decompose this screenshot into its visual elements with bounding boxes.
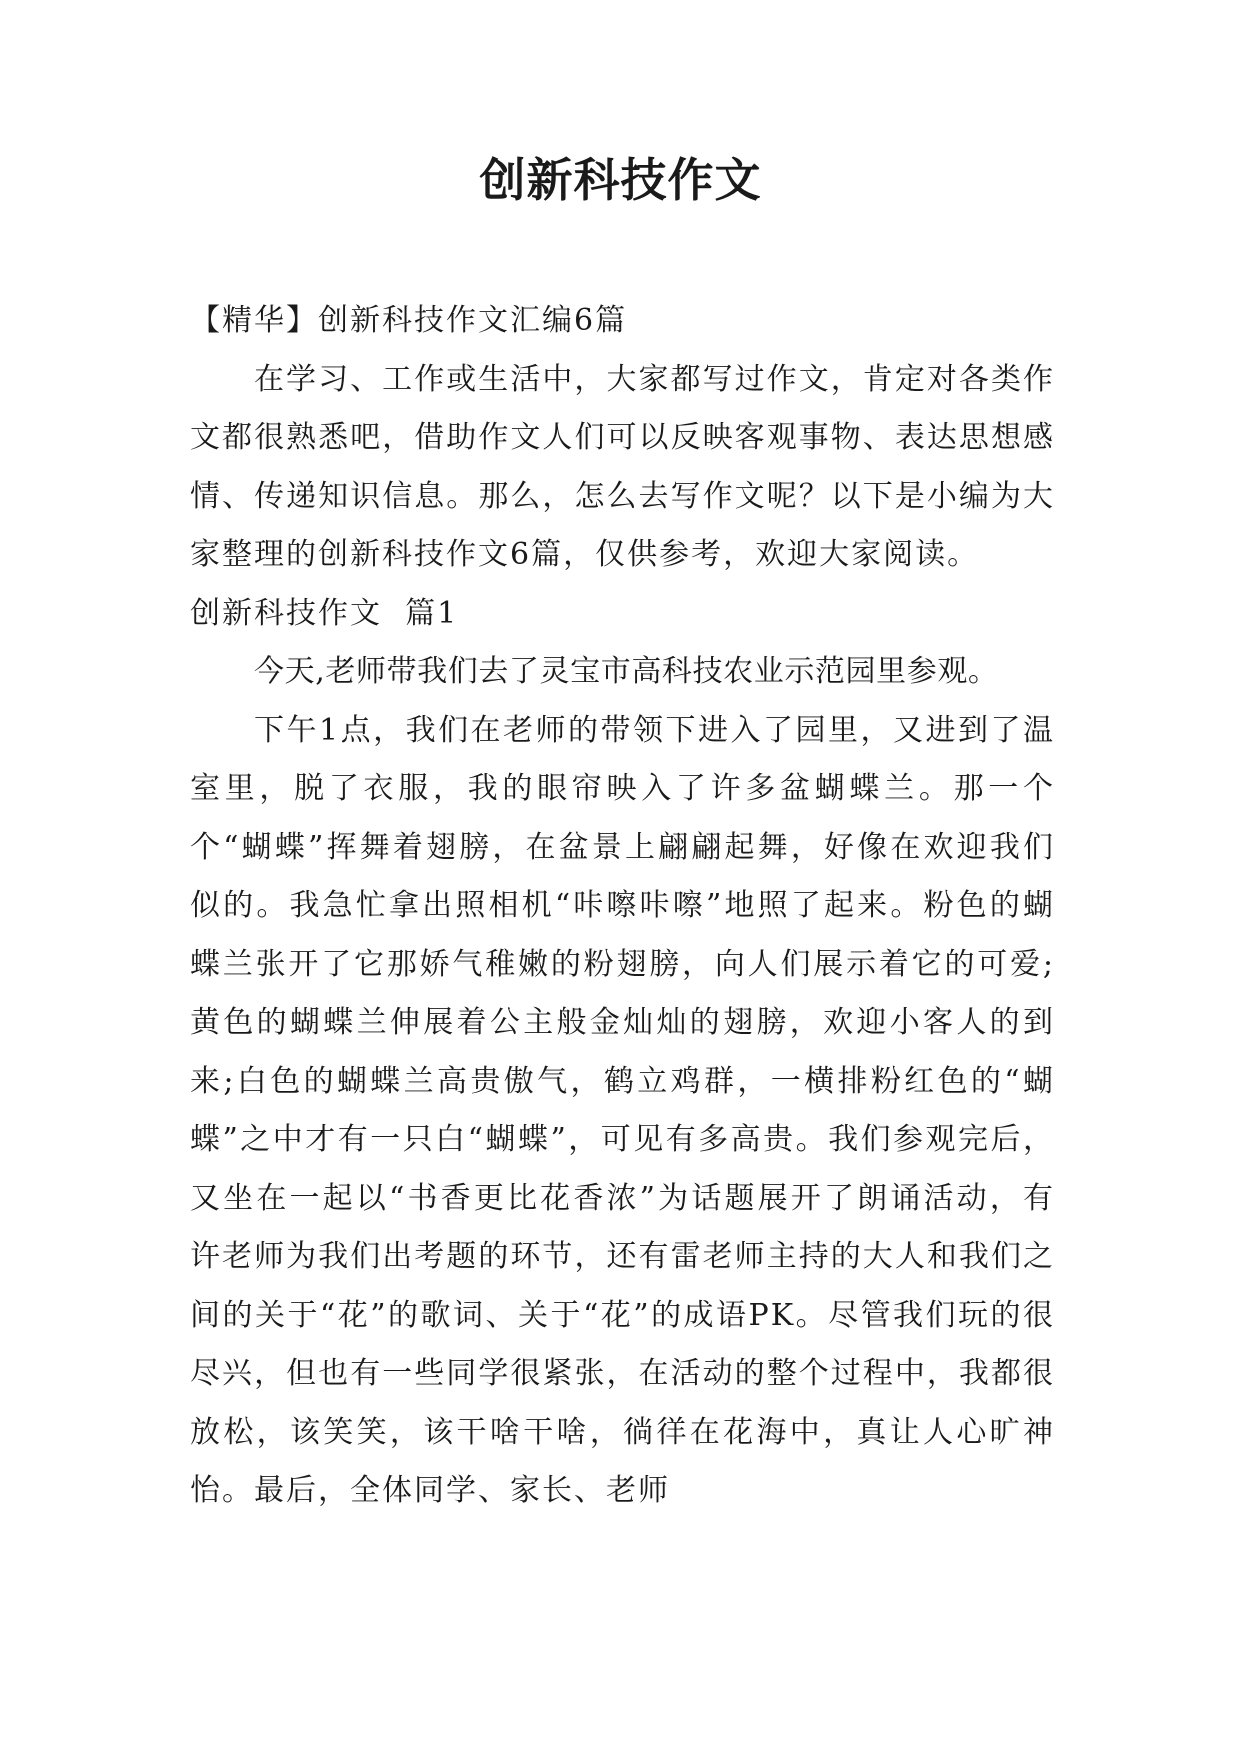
document-body <box>190 292 1055 1521</box>
section-paragraph-2: 下午1点，我们在老师的带领下进入了园里，又进到了温室里，脱了衣服，我的眼帘映入了许多盆蝴蝶兰。那一个个“蝴蝶”挥舞着翅膀，在盆景上翩翩起舞，好像在欢迎我们似的。我急忙拿出照相机“咔嚓咔嚓”地照了起来。粉色的蝴蝶兰张开了它那娇气稚嫩的粉翅膀，向人们展示着它的可爱;黄色的蝴蝶兰伸展着公主般金灿灿的翅膀，欢迎小客人的到来;白色的蝴蝶兰高贵傲气，鹤立鸡群，一横排粉红色的“蝴蝶”之中才有一只白“蝴蝶”，可见有多高贵。我们参观完后，又坐在一起以“书香更比花香浓”为话题展开了朗诵活动，有许老师为我们出考题的环节，还有雷老师主持的大人和我们之间的关于“花”的歌词、关于“花”的成语PK。尽管我们玩的很尽兴，但也有一些同学很紧张，在活动的整个过程中，我都很放松，该笑笑，该干啥干啥，徜徉在花海中，真让人心旷神怡。最后，全体同学、家长、老师 <box>190 712 1055 1508</box>
document-title: 创新科技作文 <box>479 153 762 207</box>
section-heading: 创新科技作文 篇1 <box>190 595 459 631</box>
section-paragraph-1: 今天,老师带我们去了灵宝市高科技农业示范园里参观。 <box>254 654 999 689</box>
intro-paragraph: 在学习、工作或生活中，大家都写过作文，肯定对各类作文都很熟悉吧，借助作文人们可以反映客观事物、表达思想感情、传递知识信息。那么，怎么去写作文呢？以下是小编为大家整理的创新科技作文6篇，仅供参考，欢迎大家阅读。 <box>190 361 1055 572</box>
document-subtitle: 【精华】创新科技作文汇编6篇 <box>190 303 628 338</box>
